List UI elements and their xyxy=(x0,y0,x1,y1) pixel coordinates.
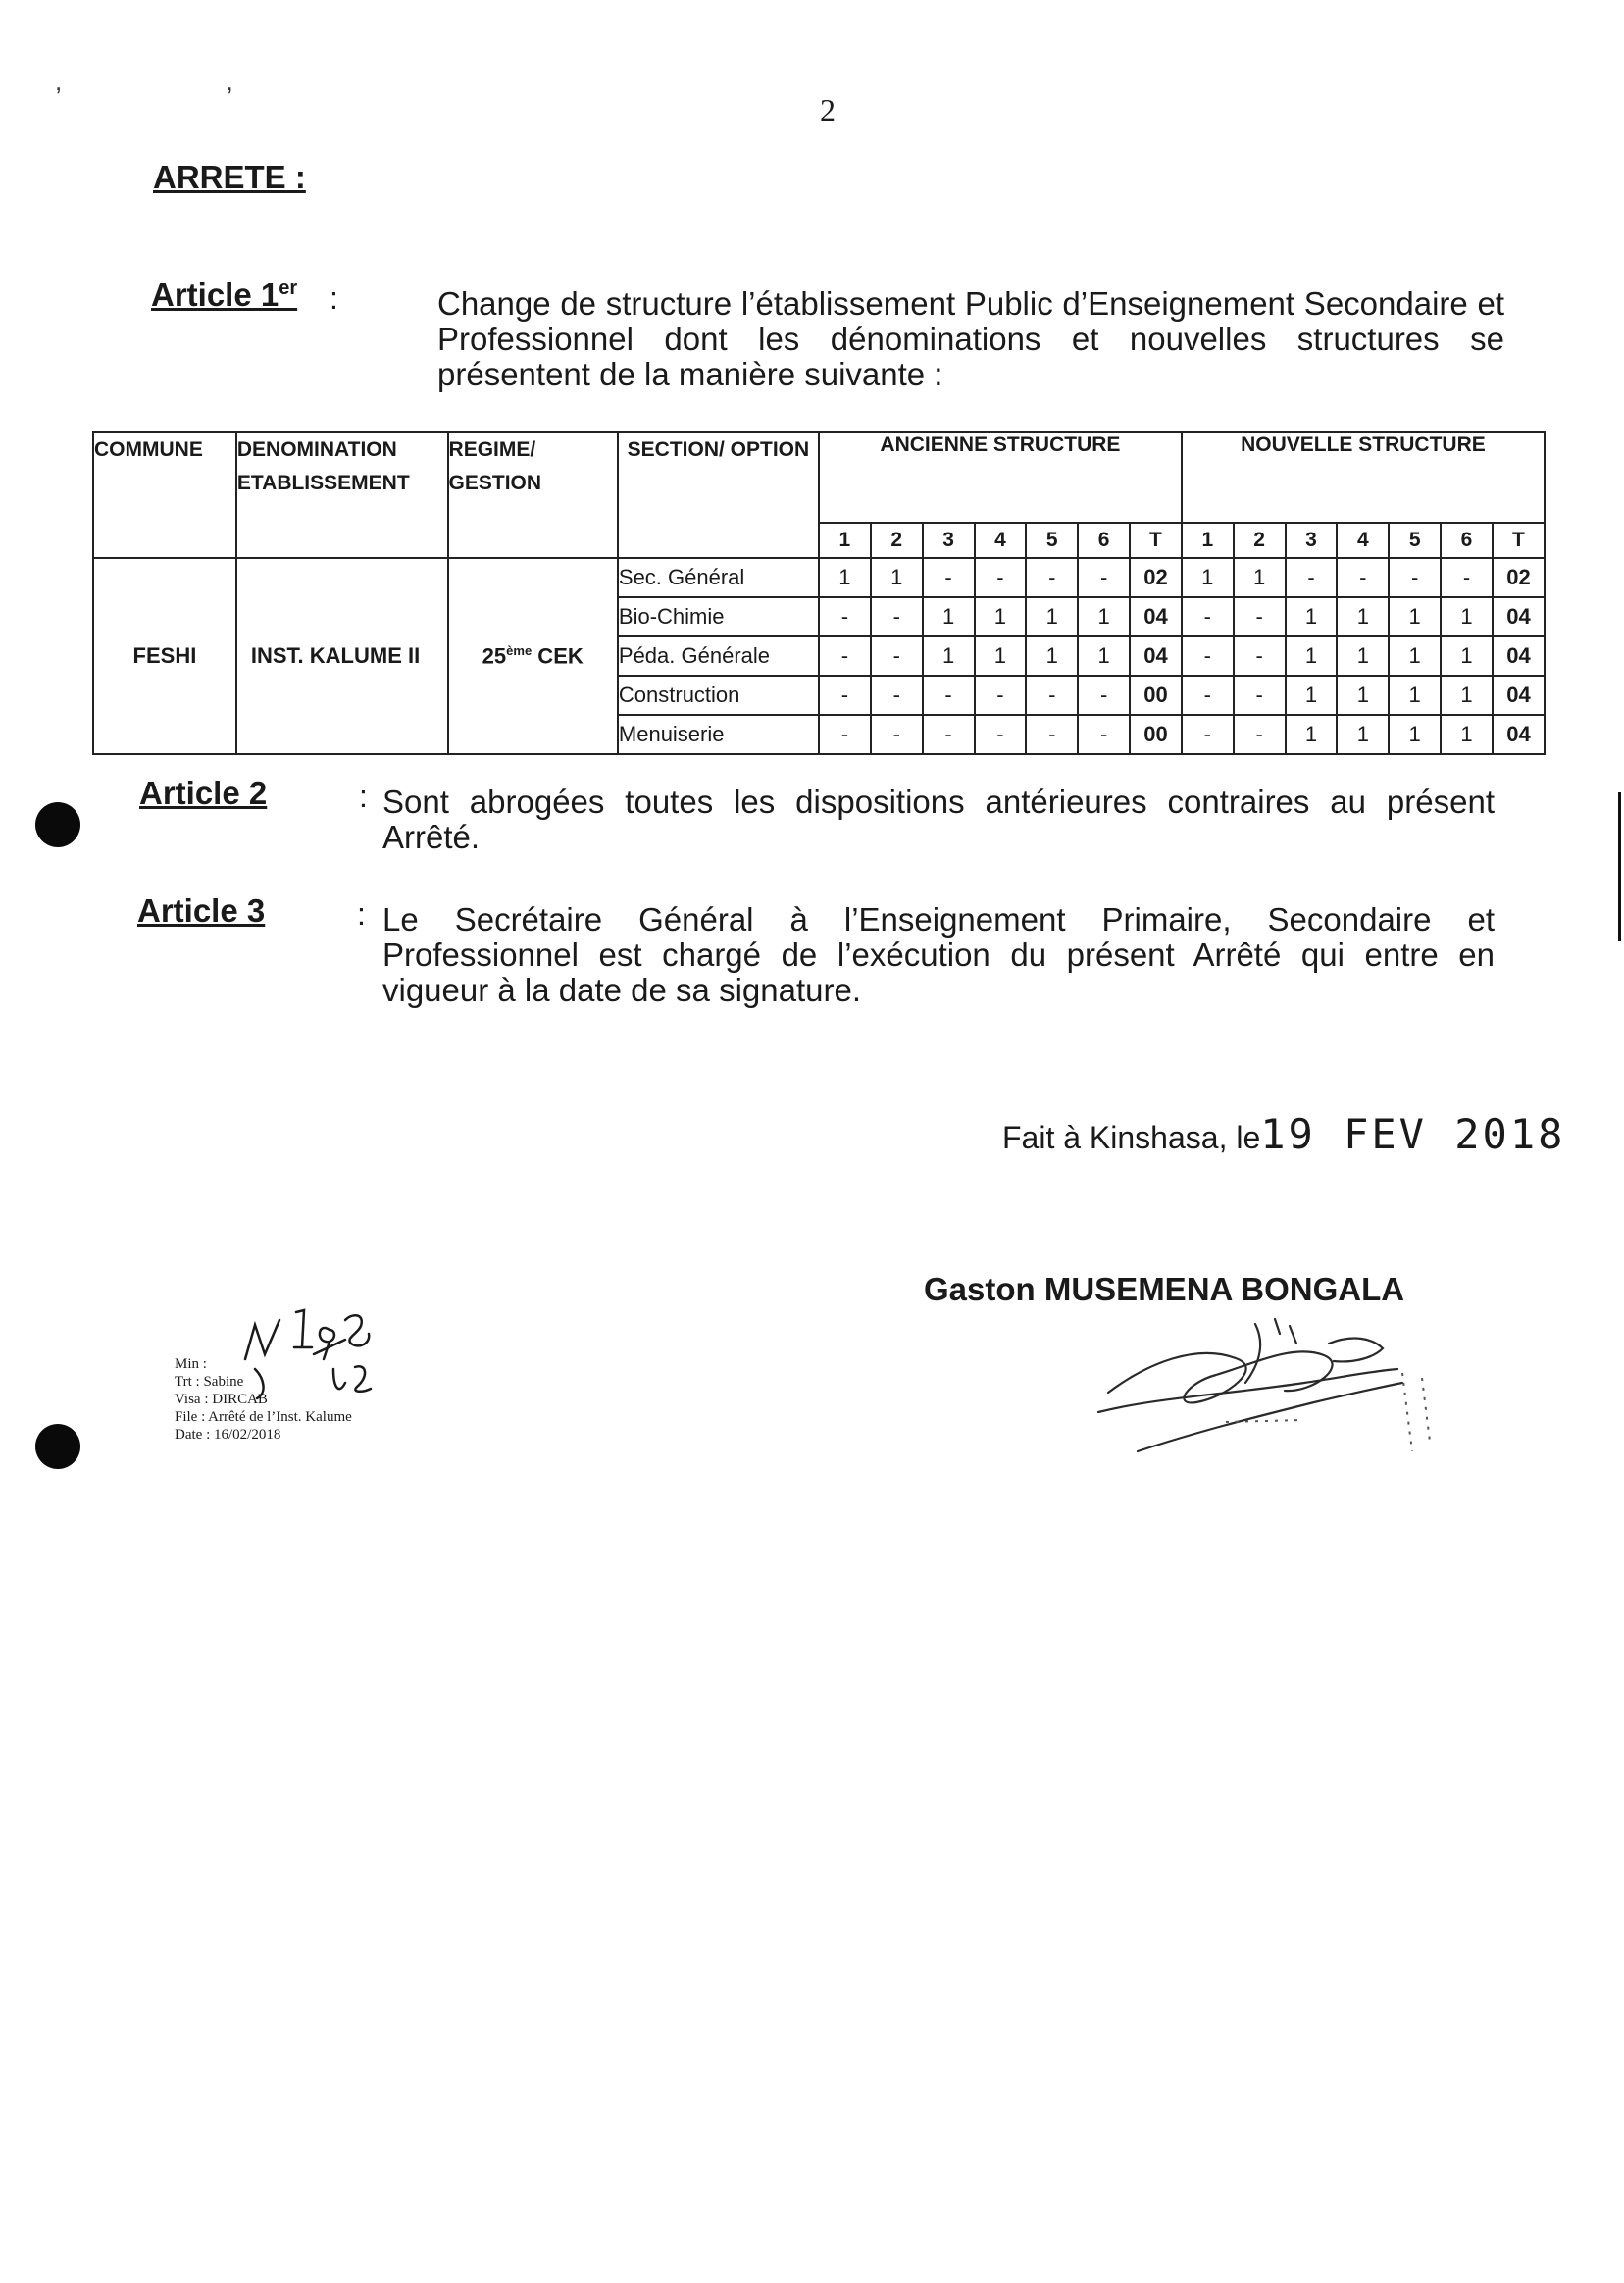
regime-sup: ème xyxy=(506,642,533,658)
article3-colon: : xyxy=(357,896,366,932)
table-row xyxy=(93,558,1545,597)
year-header: 3 xyxy=(1286,523,1338,558)
routing-date: Date : 16/02/2018 xyxy=(175,1427,281,1443)
cell-ancienne-year: 1 xyxy=(1078,636,1130,676)
cell-ancienne-total: 02 xyxy=(1130,558,1182,597)
cell-ancienne-year: - xyxy=(1026,558,1078,597)
punch-hole-mark xyxy=(35,1424,80,1469)
cell-ancienne-total: 00 xyxy=(1130,715,1182,754)
article1-text: Change de structure l’établissement Public d’Enseignement Secondaire et Professionnel dont les dénominations et nouvelles structures se présentent de la manière suivante : xyxy=(437,285,1504,392)
cell-nouvelle-year: 1 xyxy=(1441,597,1493,636)
cell-ancienne-year: - xyxy=(819,597,871,636)
cell-nouvelle-year: - xyxy=(1389,558,1441,597)
cell-nouvelle-year: 1 xyxy=(1182,558,1234,597)
cell-ancienne-year: - xyxy=(923,715,975,754)
cell-nouvelle-total: 04 xyxy=(1493,597,1545,636)
cell-ancienne-year: - xyxy=(1026,715,1078,754)
year-header: 3 xyxy=(923,523,975,558)
place-date-line xyxy=(1002,1110,1565,1158)
year-header: 6 xyxy=(1441,523,1493,558)
cell-nouvelle-year: 1 xyxy=(1337,636,1389,676)
article2-text: Sont abrogées toutes les dispositions antérieures contraires au présent Arrêté. xyxy=(382,784,1495,855)
signer-name: Gaston MUSEMENA BONGALA xyxy=(924,1271,1405,1307)
cell-option: Menuiserie xyxy=(618,715,819,754)
article3-text: Le Secrétaire Général à l’Enseignement Primaire, Secondaire et Professionnel est chargé de l’exécution du présent Arrêté qui entre en vigueur à la date de sa signature. xyxy=(382,901,1495,1008)
signature xyxy=(1079,1304,1451,1471)
cell-ancienne-year: - xyxy=(1078,715,1130,754)
cell-ancienne-year: 1 xyxy=(1078,597,1130,636)
cell-nouvelle-year: 1 xyxy=(1337,715,1389,754)
cell-nouvelle-total: 04 xyxy=(1493,636,1545,676)
cell-nouvelle-year: 1 xyxy=(1234,558,1286,597)
cell-nouvelle-year: 1 xyxy=(1441,636,1493,676)
header-nouvelle-structure: NOUVELLE STRUCTURE xyxy=(1182,432,1545,523)
cell-ancienne-year: - xyxy=(975,558,1027,597)
cell-ancienne-total: 04 xyxy=(1130,636,1182,676)
cell-ancienne-year: - xyxy=(819,676,871,715)
heading-arrete: ARRETE : xyxy=(153,159,306,195)
cell-nouvelle-year: 1 xyxy=(1286,715,1338,754)
cell-ancienne-year: - xyxy=(1078,676,1130,715)
cell-nouvelle-year: 1 xyxy=(1337,676,1389,715)
handwritten-initials xyxy=(235,1300,402,1408)
article1-label xyxy=(151,277,297,314)
header-section: SECTION/ OPTION xyxy=(618,432,819,558)
cell-nouvelle-year: 1 xyxy=(1286,676,1338,715)
cell-nouvelle-year: - xyxy=(1337,558,1389,597)
cell-nouvelle-year: - xyxy=(1182,597,1234,636)
cell-regime xyxy=(448,558,618,754)
cell-option: Bio-Chimie xyxy=(618,597,819,636)
year-header: 5 xyxy=(1389,523,1441,558)
stamped-date: 19 FEV 2018 xyxy=(1260,1110,1566,1158)
cell-ancienne-year: - xyxy=(923,558,975,597)
cell-nouvelle-total: 04 xyxy=(1493,676,1545,715)
cell-ancienne-year: 1 xyxy=(871,558,923,597)
cell-ancienne-year: 1 xyxy=(1026,597,1078,636)
year-header: 6 xyxy=(1078,523,1130,558)
structure-table xyxy=(92,431,1546,755)
header-regime: REGIME/ GESTION xyxy=(448,432,618,558)
cell-ancienne-year: - xyxy=(923,676,975,715)
cell-nouvelle-total: 02 xyxy=(1493,558,1545,597)
cell-option: Sec. Général xyxy=(618,558,819,597)
regime-number: 25 xyxy=(482,643,507,669)
cell-nouvelle-year: - xyxy=(1182,676,1234,715)
routing-min: Min : xyxy=(175,1356,207,1372)
cell-ancienne-year: - xyxy=(819,636,871,676)
cell-ancienne-year: - xyxy=(871,715,923,754)
cell-ancienne-year: 1 xyxy=(819,558,871,597)
cell-nouvelle-year: - xyxy=(1182,715,1234,754)
cell-denomination: INST. KALUME II xyxy=(236,558,448,754)
cell-nouvelle-year: - xyxy=(1286,558,1338,597)
margin-marks: , , xyxy=(55,67,312,96)
year-header: 2 xyxy=(1234,523,1286,558)
cell-commune: FESHI xyxy=(93,558,236,754)
article1-colon: : xyxy=(330,280,338,316)
cell-ancienne-year: 1 xyxy=(923,597,975,636)
cell-nouvelle-year: 1 xyxy=(1286,597,1338,636)
punch-hole-mark xyxy=(35,802,80,847)
cell-ancienne-year: - xyxy=(1026,676,1078,715)
year-header: 5 xyxy=(1026,523,1078,558)
routing-visa: Visa : DIRCAB xyxy=(175,1392,268,1407)
cell-ancienne-year: - xyxy=(1078,558,1130,597)
year-header: 2 xyxy=(871,523,923,558)
header-ancienne-structure: ANCIENNE STRUCTURE xyxy=(819,432,1182,523)
cell-nouvelle-year: - xyxy=(1234,715,1286,754)
place-text: Fait à Kinshasa, le xyxy=(1002,1120,1261,1155)
cell-nouvelle-year: - xyxy=(1441,558,1493,597)
cell-nouvelle-year: 1 xyxy=(1389,597,1441,636)
cell-ancienne-total: 00 xyxy=(1130,676,1182,715)
article2-colon: : xyxy=(359,779,368,814)
cell-ancienne-total: 04 xyxy=(1130,597,1182,636)
cell-nouvelle-year: 1 xyxy=(1389,715,1441,754)
cell-ancienne-year: 1 xyxy=(1026,636,1078,676)
table-body xyxy=(93,558,1545,754)
cell-option: Péda. Générale xyxy=(618,636,819,676)
cell-nouvelle-total: 04 xyxy=(1493,715,1545,754)
article3-label: Article 3 xyxy=(137,892,266,929)
header-commune: COMMUNE xyxy=(93,432,236,558)
cell-ancienne-year: - xyxy=(871,676,923,715)
cell-nouvelle-year: - xyxy=(1234,636,1286,676)
cell-option: Construction xyxy=(618,676,819,715)
cell-ancienne-year: 1 xyxy=(923,636,975,676)
year-header: 4 xyxy=(975,523,1027,558)
cell-nouvelle-year: - xyxy=(1182,636,1234,676)
cell-nouvelle-year: 1 xyxy=(1441,715,1493,754)
article2-label: Article 2 xyxy=(139,775,268,811)
cell-nouvelle-year: - xyxy=(1234,597,1286,636)
regime-suffix: CEK xyxy=(532,643,584,669)
cell-ancienne-year: - xyxy=(975,715,1027,754)
total-header: T xyxy=(1130,523,1182,558)
cell-ancienne-year: 1 xyxy=(975,597,1027,636)
routing-file: File : Arrêté de l’Inst. Kalume xyxy=(175,1409,352,1425)
scan-edge-line xyxy=(1618,792,1621,941)
year-header: 1 xyxy=(1182,523,1234,558)
cell-nouvelle-year: 1 xyxy=(1389,636,1441,676)
total-header: T xyxy=(1493,523,1545,558)
cell-nouvelle-year: 1 xyxy=(1286,636,1338,676)
year-header: 4 xyxy=(1337,523,1389,558)
article1-label-sup: er xyxy=(279,278,298,299)
year-header: 1 xyxy=(819,523,871,558)
cell-ancienne-year: - xyxy=(871,636,923,676)
cell-ancienne-year: - xyxy=(819,715,871,754)
cell-ancienne-year: - xyxy=(975,676,1027,715)
table-header-row xyxy=(93,432,1545,523)
cell-nouvelle-year: 1 xyxy=(1337,597,1389,636)
header-denomination: DENOMINATION ETABLISSEMENT xyxy=(236,432,448,558)
page-number: 2 xyxy=(820,92,836,127)
cell-ancienne-year: - xyxy=(871,597,923,636)
cell-nouvelle-year: 1 xyxy=(1441,676,1493,715)
cell-ancienne-year: 1 xyxy=(975,636,1027,676)
article1-label-text: Article 1 xyxy=(151,277,279,313)
cell-nouvelle-year: - xyxy=(1234,676,1286,715)
cell-nouvelle-year: 1 xyxy=(1389,676,1441,715)
routing-trt: Trt : Sabine xyxy=(175,1374,244,1390)
